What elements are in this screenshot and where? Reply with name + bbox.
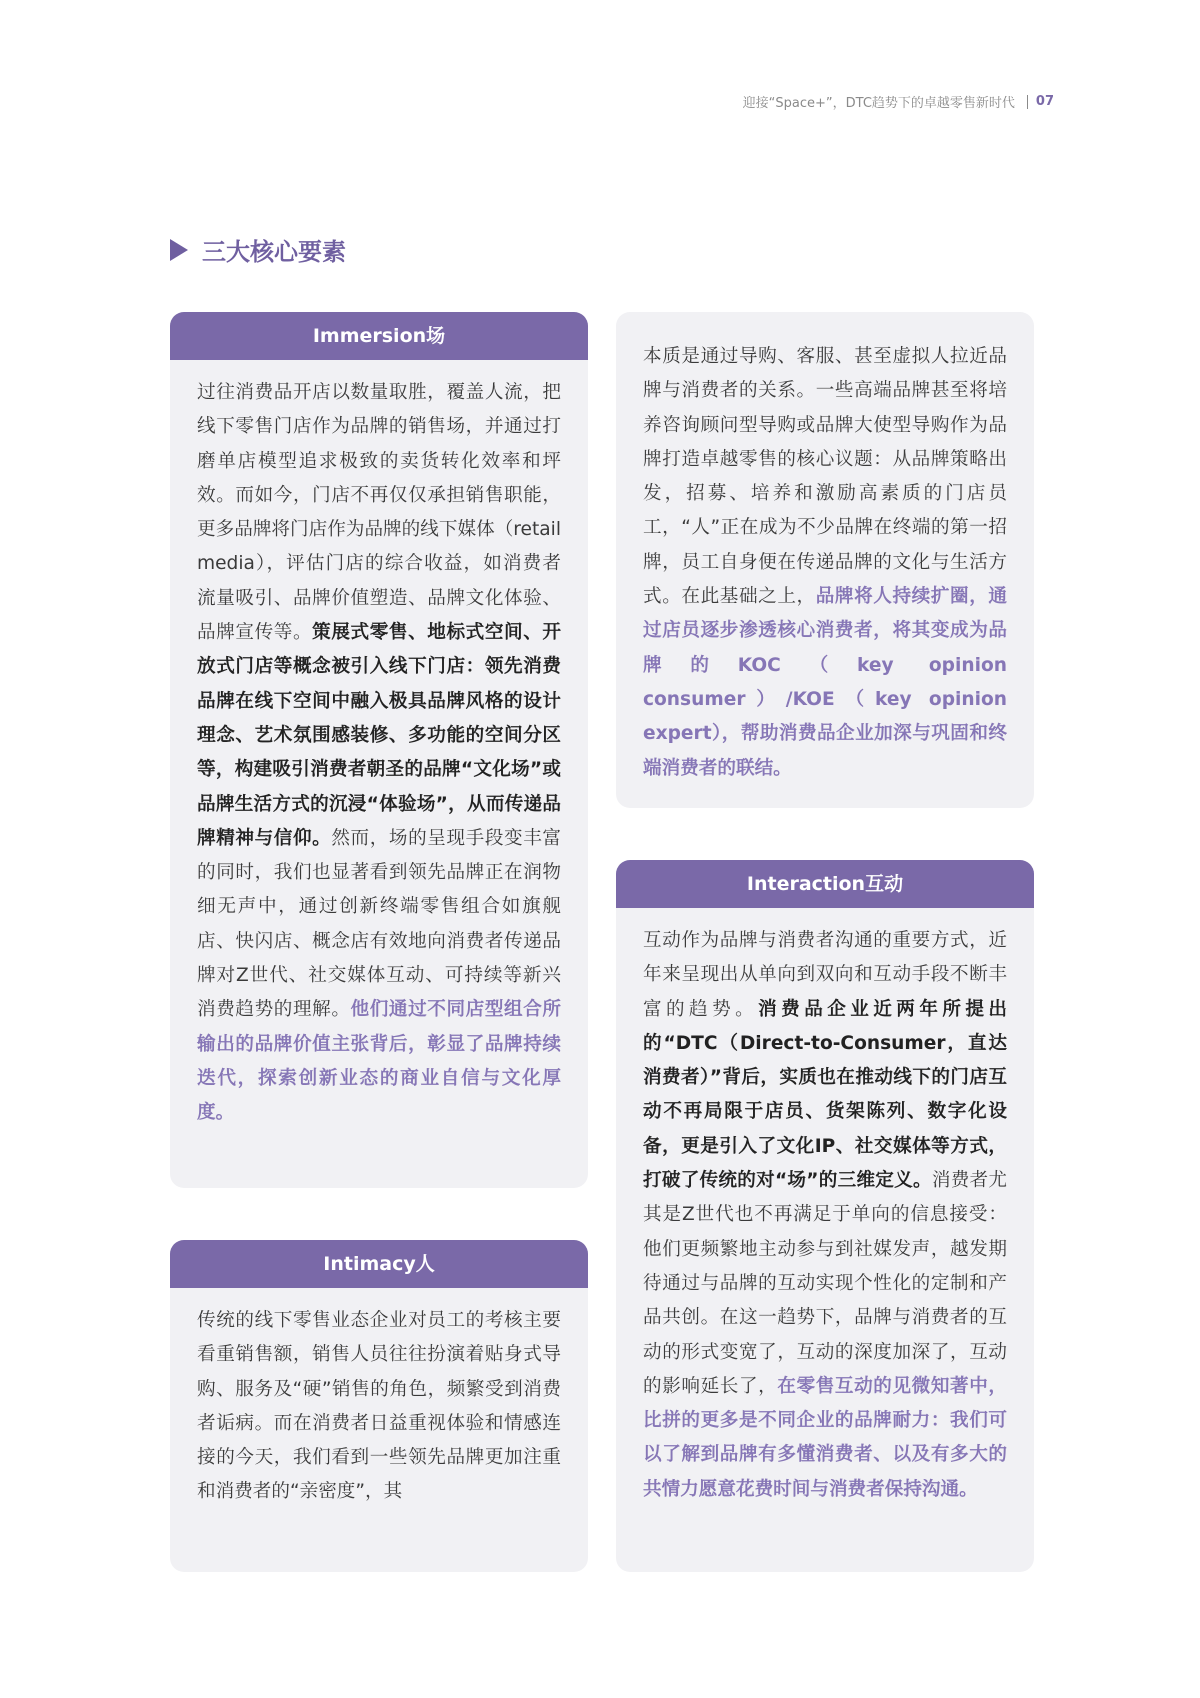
header-divider bbox=[1027, 95, 1028, 109]
intimacy-card bbox=[170, 1240, 588, 1572]
immersion-card-title: Immersion场 bbox=[170, 312, 588, 360]
immersion-card-body bbox=[170, 360, 588, 1131]
intimacy-cont-text-2: 品牌将人持续扩圈，通过店员逐步渗透核心消费者，将其变成为品牌的KOC（key opinion consumer）/KOE（key opinion expert），帮助消费品企业加深与巩固和终端消费者的联结。 bbox=[643, 586, 1007, 779]
section-title: 三大核心要素 bbox=[202, 238, 346, 266]
interaction-card-title: Interaction互动 bbox=[616, 860, 1034, 908]
triangle-bullet-icon bbox=[170, 239, 188, 261]
page-header bbox=[743, 92, 1054, 111]
immersion-text-2: 策展式零售、地标式空间、开放式门店等概念被引入线下门店：领先消费品牌在线下空间中融入极具品牌风格的设计理念、艺术氛围感装修、多功能的空间分区等，构建吸引消费者朝圣的品牌“文化场”或品牌生活方式的沉浸“体验场”，从而传递品牌精神与信仰。 bbox=[197, 622, 561, 849]
interaction-text-1: 互动作为品牌与消费者沟通的重要方式，近年来呈现出从单向到双向和互动手段不断丰富的趋势。 bbox=[643, 930, 1007, 1020]
intimacy-card-title: Intimacy人 bbox=[170, 1240, 588, 1288]
intimacy-text-1: 传统的线下零售业态企业对员工的考核主要看重销售额，销售人员往往扮演着贴身式导购、服务及“硬”销售的角色，频繁受到消费者诟病。而在消费者日益重视体验和情感连接的今天，我们看到一些领先品牌更加注重和消费者的“亲密度”，其 bbox=[197, 1310, 561, 1503]
interaction-text-2: 消费品企业近两年所提出的“DTC（Direct-to-Consumer，直达消费者）”背后，实质也在推动线下的门店互动不再局限于店员、货架陈列、数字化设备，更是引入了文化IP、社交媒体等方式，打破了传统的对“场”的三维定义。 bbox=[643, 998, 1007, 1192]
header-title: 迎接“Space+”，DTC趋势下的卓越零售新时代 bbox=[742, 96, 1015, 111]
immersion-text-4: 他们通过不同店型组合所输出的品牌价值主张背后，彰显了品牌持续迭代，探索创新业态的商业自信与文化厚度。 bbox=[197, 999, 561, 1124]
immersion-text-1: 过往消费品开店以数量取胜，覆盖人流，把线下零售门店作为品牌的销售场，并通过打磨单店模型追求极致的卖货转化效率和坪效。而如今，门店不再仅仅承担销售职能，更多品牌将门店作为品牌的线下媒体（retail media），评估门店的综合收益，如消费者流量吸引、品牌价值塑造、品牌文化体验、品牌宣传等。 bbox=[197, 382, 561, 644]
intimacy-card-body bbox=[170, 1288, 588, 1510]
intimacy-continued-card bbox=[616, 312, 1034, 808]
interaction-text-4: 在零售互动的见微知著中，比拼的更多是不同企业的品牌耐力：我们可以了解到品牌有多懂消费者、以及有多大的共情力愿意花费时间与消费者保持沟通。 bbox=[643, 1375, 1007, 1500]
interaction-card bbox=[616, 860, 1034, 1572]
immersion-card bbox=[170, 312, 588, 1188]
intimacy-continued-body bbox=[616, 312, 1034, 786]
intimacy-cont-text-1: 本质是通过导购、客服、甚至虚拟人拉近品牌与消费者的关系。一些高端品牌甚至将培养咨询顾问型导购或品牌大使型导购作为品牌打造卓越零售的核心议题：从品牌策略出发，招募、培养和激励高素质的门店员工，“人”正在成为不少品牌在终端的第一招牌，员工自身便在传递品牌的文化与生活方式。在此基础之上， bbox=[643, 346, 1007, 608]
interaction-text-3: 消费者尤其是Z世代也不再满足于单向的信息接受：他们更频繁地主动参与到社媒发声，越发期待通过与品牌的互动实现个性化的定制和产品共创。在这一趋势下，品牌与消费者的互动的形式变宽了，互动的深度加深了，互动的影响延长了， bbox=[643, 1170, 1007, 1397]
page-number: 07 bbox=[1035, 94, 1054, 109]
immersion-text-3: 然而，场的呈现手段变丰富的同时，我们也显著看到领先品牌正在润物细无声中，通过创新终端零售组合如旗舰店、快闪店、概念店有效地向消费者传递品牌对Z世代、社交媒体互动、可持续等新兴消费趋势的理解。 bbox=[197, 827, 561, 1021]
interaction-card-body bbox=[616, 908, 1034, 1507]
section-heading bbox=[170, 232, 346, 267]
